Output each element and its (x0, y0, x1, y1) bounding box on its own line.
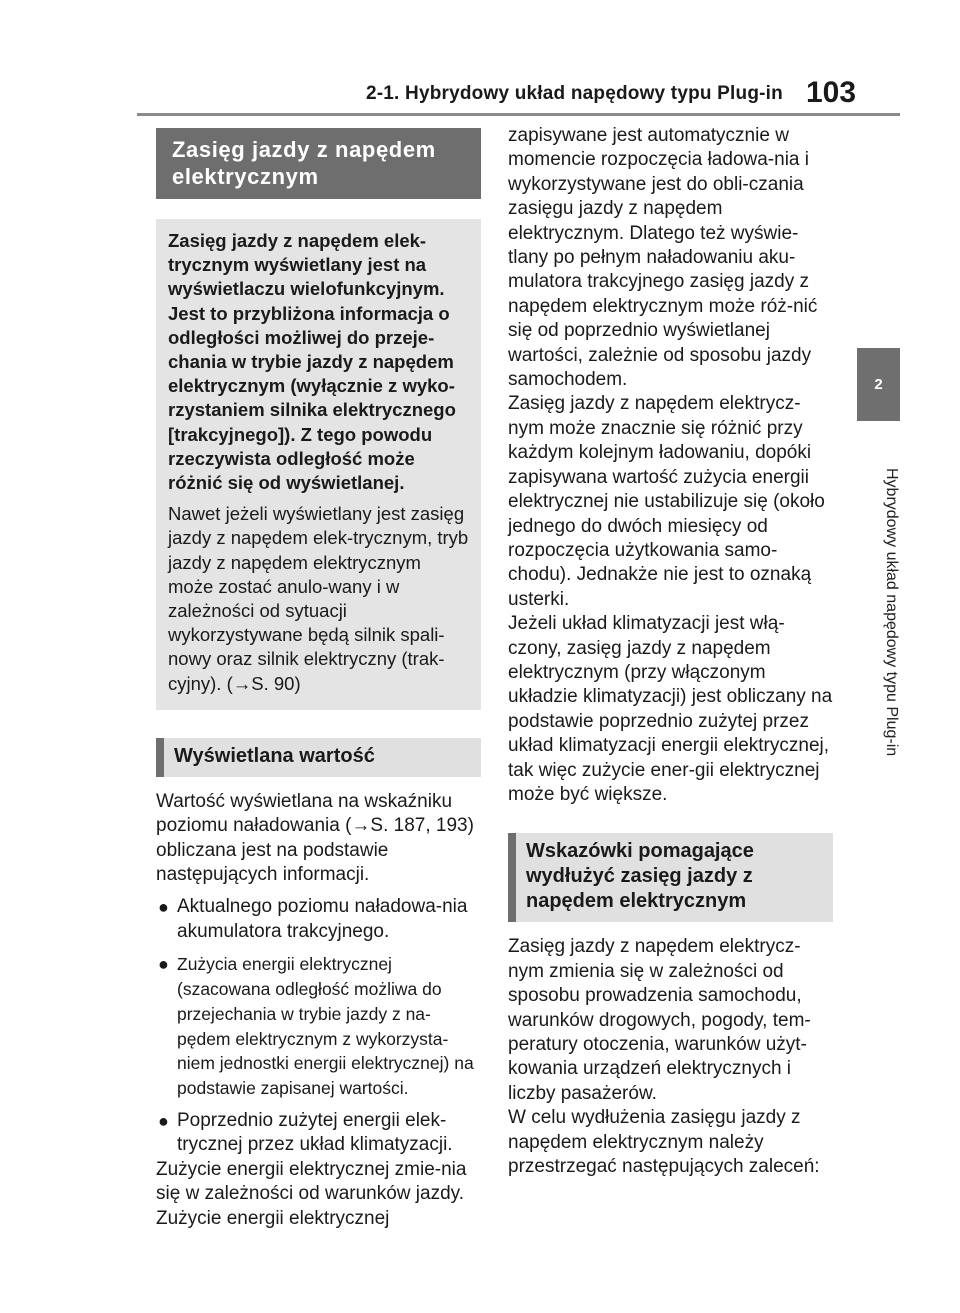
heading-ev-range: Zasięg jazdy z napędem elektrycznym (156, 128, 481, 199)
paragraph: zapisywane jest automatycznie w momencie rozpoczęcia ładowa-nia i wykorzystywane jest do obli-czania zasięgu jazdy z napędem elektrycznym. Dlatego też wyświe-tlany po pełnym naładowaniu aku-mulatora trakcyjnego zasięg jazdy z napędem elektrycznym może róż-nić się od poprzednio wyświetlanej wartości, zależnie od sposobu jazdy samochodem. (508, 125, 818, 391)
chapter-side-label: Hybrydowy układ napędowy typu Plug-in (883, 467, 900, 757)
summary-bold-text: Zasięg jazdy z napędem elek-trycznym wyświetlany jest na wyświetlaczu wielofunkcyjnym. Jest to przybliżona informacja o odległości możliwej do przeje-chania w trybie jazdy z napędem elektrycznym (wyłącznie z wyko-rzystaniem silnika elektrycznego [trakcyjnego]). Z tego powodu rzeczywista odległość może różnić się od wyświetlanej. (168, 230, 456, 494)
heading-range-tips: Wskazówki pomagające wydłużyć zasięg jazdy z napędem elektrycznym (508, 833, 833, 922)
summary-box (156, 219, 481, 710)
paragraph: Wartość wyświetlana na wskaźniku poziomu naładowania (→S. 187, 193) obliczana jest na podstawie następujących informacji. (156, 790, 474, 886)
bullet-item (156, 1109, 481, 1158)
left-column (156, 128, 481, 1231)
bullet-dot-icon: ● (158, 954, 169, 975)
bullet-dot-icon: ● (158, 1111, 169, 1132)
chapter-tab: 2 (857, 348, 900, 421)
bullet-text: Zużycia energii elektrycznej (szacowana odległość możliwa do przejechania w trybie jazdy z na-pędem elektrycznym z wykorzysta-niem jednostki energii elektrycznej) na podstawie zapisanej wartości. (177, 954, 474, 1099)
right-column (508, 124, 833, 1179)
paragraph: Zasięg jazdy z napędem elektrycz-nym zmienia się w zależności od sposobu prowadzenia samochodu, warunków drogowych, pogody, tem-peratury otoczenia, warunków użyt-kowania urządzeń elektrycznych i liczby pasażerów. (508, 936, 811, 1104)
paragraph: Zużycie energii elektrycznej zmie-nia się w zależności od warunków jazdy. Zużycie energii elektrycznej (156, 1158, 467, 1229)
section-title: 2-1. Hybrydowy układ napędowy typu Plug-in (366, 83, 783, 104)
bullet-text: Poprzednio zużytej energii elek-trycznej przez układ klimatyzacji. (177, 1110, 453, 1156)
heading-displayed-value: Wyświetlana wartość (156, 738, 481, 777)
bullet-item (156, 952, 481, 1101)
paragraph: Zasięg jazdy z napędem elektrycz-nym może znacznie się różnić przy każdym kolejnym ładowaniu, dopóki zapisywana wartość zużycia energii elektrycznej nie ustabilizuje się (około jednego do dwóch miesięcy od rozpoczęcia użytkowania samo-chodu). Jednakże nie jest to oznaką usterki. (508, 393, 825, 610)
bullet-dot-icon: ● (158, 897, 169, 918)
page-number: 103 (806, 76, 857, 109)
paragraph: Jeżeli układ klimatyzacji jest włą-czony, zasięg jazdy z napędem elektrycznym (przy włączonym układzie klimatyzacji) jest obliczany na podstawie poprzednio zużytej przez układ klimatyzacji energii elektrycznej, tak więc zużycie ener-gii elektrycznej może być większe. (508, 613, 833, 805)
paragraph: W celu wydłużenia zasięgu jazdy z napędem elektrycznym należy przestrzegać następujących zaleceń: (508, 1107, 820, 1178)
bullet-item (156, 895, 481, 944)
header-divider (137, 113, 900, 116)
summary-text: Nawet jeżeli wyświetlany jest zasięg jazdy z napędem elek-trycznym, tryb jazdy z napędem elektrycznym może zostać anulo-wany i w zależności od sytuacji wykorzystywane będą silnik spali-nowy oraz silnik elektryczny (trak-cyjny). (→S. 90) (168, 503, 469, 694)
bullet-text: Aktualnego poziomu naładowa-nia akumulatora trakcyjnego. (177, 896, 468, 942)
